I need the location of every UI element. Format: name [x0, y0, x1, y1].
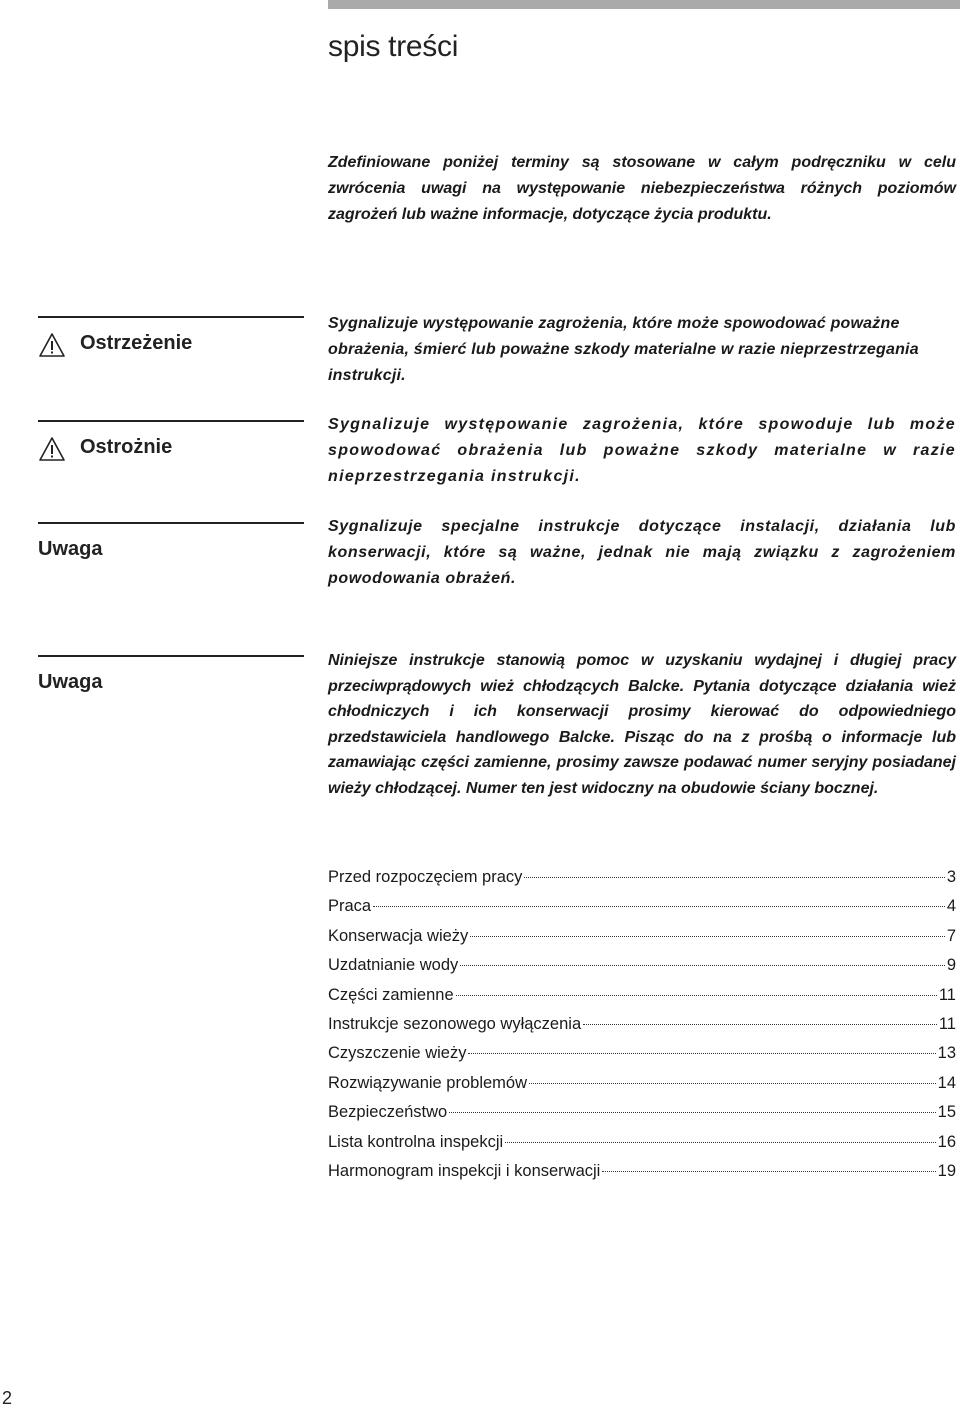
header-bar — [328, 0, 960, 9]
toc-item[interactable] — [328, 1015, 956, 1044]
toc-leader-dots — [468, 1053, 935, 1054]
toc-leader-dots — [373, 906, 945, 907]
toc-item[interactable] — [328, 1133, 956, 1162]
toc-leader-dots — [505, 1142, 935, 1143]
term-label-text: Uwaga — [38, 538, 103, 560]
toc-item[interactable] — [328, 897, 956, 926]
term-label-notice — [38, 522, 304, 584]
toc-item-page: 7 — [946, 926, 956, 945]
intro-paragraph: Zdefiniowane poniżej terminy są stosowane w całym podręczniku w celu zwrócenia uwagi na występowanie niebezpieczeństwa różnych poziomów zagrożeń lub ważne informacje, dotyczące życia produktu. — [328, 154, 956, 223]
toc-item-title: Bezpieczeństwo — [328, 1103, 448, 1122]
note-label-text: Uwaga — [38, 671, 103, 693]
toc-leader-dots — [524, 877, 944, 878]
toc-item[interactable] — [328, 927, 956, 956]
toc-item-title: Praca — [328, 897, 372, 916]
term-label-warning — [38, 316, 304, 378]
toc-item[interactable] — [328, 1074, 956, 1103]
toc-item-title: Przed rozpoczęciem pracy — [328, 868, 523, 886]
toc-item[interactable] — [328, 956, 956, 985]
toc-item-page: 3 — [946, 868, 956, 886]
toc-item-title: Harmonogram inspekcji i konserwacji — [328, 1161, 601, 1180]
table-of-contents — [328, 868, 956, 1191]
toc-item-title: Rozwiązywanie problemów — [328, 1073, 527, 1092]
note-paragraph: Niniejsze instrukcje stanowią pomoc w uzyskaniu wydajnej i długiej pracy przeciwprądowych wież chłodzących Balcke. Pytania dotyczące działania wież chłodniczych i ich konserwacji prosimy kierować do odpowiedniego przedstawiciela handlowego Balcke. Pisząc do na z prośbą o informacje lub zamawiając części zamienne, prosimy zawsze podawać numer seryjny posiadanej wieży chłodzącej. Numer ten jest widoczny na obudowie ściany bocznej. — [328, 652, 956, 797]
toc-leader-dots — [460, 965, 945, 966]
toc-item-title: Instrukcje sezonowego wyłączenia — [328, 1014, 582, 1033]
toc-item-page: 9 — [946, 956, 956, 975]
toc-item-title: Czyszczenie wieży — [328, 1044, 467, 1063]
toc-item[interactable] — [328, 868, 956, 897]
toc-item-title: Lista kontrolna inspekcji — [328, 1132, 504, 1151]
toc-item-title: Konserwacja wieży — [328, 926, 469, 945]
toc-leader-dots — [456, 995, 937, 996]
toc-leader-dots — [449, 1112, 935, 1113]
warning-triangle-icon — [38, 436, 66, 462]
note-label — [38, 655, 304, 717]
toc-item[interactable] — [328, 1044, 956, 1073]
page-number: 2 — [2, 1388, 13, 1408]
term-description-caution: Sygnalizuje występowanie zagrożenia, które spowoduje lub może spowodować obrażenia lub poważne szkody materialne w razie nieprzestrzegania instrukcji. — [328, 416, 956, 485]
toc-item-page: 11 — [938, 985, 956, 1004]
toc-item-page: 15 — [937, 1103, 956, 1122]
toc-leader-dots — [529, 1083, 936, 1084]
toc-item-page: 4 — [946, 897, 956, 916]
term-label-text: Ostrożnie — [80, 436, 173, 458]
toc-item-page: 16 — [937, 1132, 956, 1151]
toc-leader-dots — [602, 1171, 935, 1172]
toc-item-title: Części zamienne — [328, 985, 454, 1004]
toc-leader-dots — [470, 936, 945, 937]
toc-item[interactable] — [328, 1162, 956, 1191]
term-label-caution — [38, 420, 304, 482]
term-label-text: Ostrzeżenie — [80, 332, 193, 354]
toc-item-page: 13 — [937, 1044, 956, 1063]
toc-item-page: 11 — [938, 1014, 956, 1033]
toc-item-page: 14 — [937, 1073, 956, 1092]
term-description-notice: Sygnalizuje specjalne instrukcje dotyczące instalacji, działania lub konserwacji, które są ważne, jednak nie mają związku z zagrożeniem powodowania obrażeń. — [328, 518, 956, 587]
term-description-warning: Sygnalizuje występowanie zagrożenia, które może spowodować poważne obrażenia, śmierć lub poważne szkody materialne w razie nieprzestrzegania instrukcji. — [328, 315, 919, 384]
toc-item[interactable] — [328, 986, 956, 1015]
toc-item-page: 19 — [937, 1161, 956, 1180]
warning-triangle-icon — [38, 332, 66, 358]
toc-leader-dots — [583, 1024, 937, 1025]
toc-item-title: Uzdatnianie wody — [328, 956, 459, 975]
toc-item[interactable] — [328, 1103, 956, 1132]
page-title: spis treści — [328, 30, 459, 63]
